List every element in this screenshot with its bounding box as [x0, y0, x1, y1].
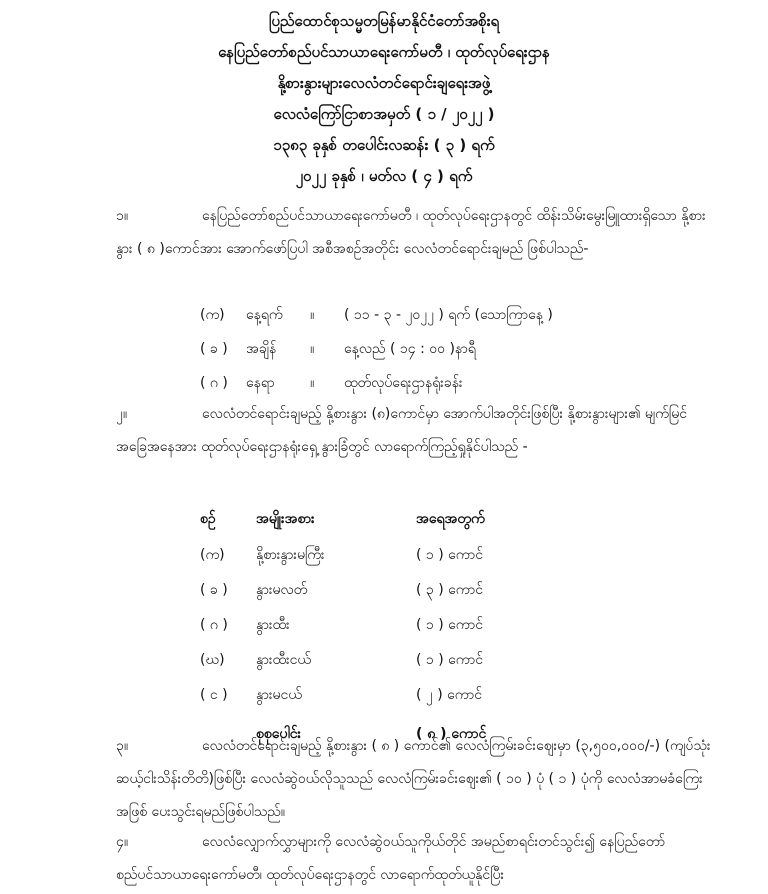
schedule-value: ထုတ်လုပ်ရေးဌာနရုံးခန်း [344, 375, 463, 391]
table-row [200, 608, 576, 643]
schedule-label: နေရာ [246, 375, 275, 391]
schedule-value: ( ၁၁ - ၃ - ၂၀၂၂ ) ရက် (သောကြာနေ့ ) [344, 307, 553, 323]
schedule-row [200, 332, 553, 366]
row-type: နို့စားနွားမကြီး [256, 547, 325, 563]
schedule-label: နေ့ရက် [246, 307, 283, 323]
row-number: ( ဂ ) [200, 617, 228, 633]
paragraph-number: ၂။ [116, 406, 128, 422]
row-type: နွားထီး [256, 617, 290, 633]
header-notice-number: လေလံကြော်ငြာစာအမှတ် ( ၁ / ၂၀၂၂ ) [273, 105, 495, 123]
schedule-key: ( ဂ ) [200, 375, 228, 391]
row-type: နွားမငယ် [256, 687, 302, 703]
header-team: နို့စားနွားများလေလံတင်ရောင်းချရေးအဖွဲ့ [277, 74, 491, 92]
row-number: (ဃ) [200, 652, 225, 668]
paragraph-text: လေလံတင်ရောင်းချမည့် နို့စားနွား ( ၈ ) ကောင်၏ လေလံကြမ်းခင်းဈေးမှာ (၃,၅၀၀,၀၀၀/-) (ကျပ်သုံးဆယ့်ငါးသိန်းတိတိ)ဖြစ်ပြီး လေလံဆွဲဝယ်လိုသူသည် လေလံကြမ်းခင်းဈေး၏ ( ၁၀ ) ပုံ ( ၁ ) ပုံကို လေလံအာမခံကြေးအဖြစ် ပေးသွင်းရမည်ဖြစ်ပါသည်။ [116, 738, 711, 820]
schedule-separator: ။ [310, 307, 315, 323]
paragraph-number: ၃။ [116, 738, 129, 754]
schedule-row [200, 366, 553, 400]
column-header-number: စဉ် [200, 510, 216, 527]
paragraph-text: လေလံလျှောက်လွှာများကို လေလံဆွဲဝယ်သူကိုယ်တိုင် အမည်စာရင်းတင်သွင်း၍ နေပြည်တော်စည်ပင်သာယာရေးကော်မတီ၊ ထုတ်လုပ်ရေးဌာနတွင် လာရောက်ထုတ်ယူနိုင်ပြီး [116, 834, 666, 883]
paragraph-number: ၁။ [116, 208, 129, 224]
row-count: ( ၁ ) ကောင် [416, 652, 483, 668]
column-header-type: အမျိုးအစား [256, 510, 315, 527]
table-row [200, 573, 576, 608]
auction-schedule [200, 298, 553, 400]
column-header-count: အရေအတွက် [416, 510, 485, 527]
table-header-row [200, 500, 576, 538]
paragraph-number: ၄။ [116, 834, 129, 850]
header-committee: နေပြည်တော်စည်ပင်သာယာရေးကော်မတီ ၊ ထုတ်လုပ်ရေးဌာန [218, 43, 550, 61]
row-type: နွားထီးငယ် [256, 652, 311, 668]
row-number: (က) [200, 547, 225, 563]
paragraph-4 [116, 826, 722, 892]
header-gregorian-date: ၂၀၂၂ ခုနှစ် ၊ မတ်လ ( ၄ ) ရက် [295, 167, 473, 185]
row-type: နွားမလတ် [256, 582, 308, 598]
row-count: ( ၁ ) ကောင် [416, 617, 483, 633]
schedule-key: ( ခ ) [200, 341, 228, 357]
schedule-label: အချိန် [246, 341, 277, 357]
schedule-key: (က) [200, 307, 225, 323]
schedule-separator: ။ [310, 341, 315, 357]
schedule-value: နေ့လည် ( ၁၄ : ၀၀ )နာရီ [344, 341, 476, 357]
schedule-separator: ။ [310, 375, 315, 391]
row-number: ( ခ ) [200, 582, 228, 598]
row-count: ( ၃ ) ကောင် [416, 582, 483, 598]
row-number: ( င ) [200, 687, 228, 703]
document-header [0, 6, 768, 192]
table-row [200, 538, 576, 573]
table-row [200, 643, 576, 678]
paragraph-text: လေလံတင်ရောင်းချမည့် နို့စားနွား (၈)ကောင်မှာ အောက်ပါအတိုင်းဖြစ်ပြီး နို့စားနွားများ၏ မျက်မြင်အခြေအနေအား ထုတ်လုပ်ရေးဌာနရုံးရှေ့ နွားခြံတွင် လာရောက်ကြည့်ရှုနိုင်ပါသည် - [116, 406, 687, 455]
table-row [200, 678, 576, 713]
paragraph-2 [116, 398, 722, 464]
row-count: ( ၂ ) ကောင် [416, 687, 482, 703]
header-government: ပြည်ထောင်စုသမ္မတမြန်မာနိုင်ငံတော်အစိုးရ [268, 12, 500, 30]
paragraph-text: နေပြည်တော်စည်ပင်သာယာရေးကော်မတီ ၊ ထုတ်လုပ်ရေးဌာနတွင် ထိန်းသိမ်းမွေးမြူထားရှိသော နို့စားနွား ( ၈ )ကောင်အား အောက်ဖော်ပြပါ အစီအစဉ်အတိုင်း လေလံတင်ရောင်းချမည် ဖြစ်ပါသည်- [116, 208, 706, 257]
paragraph-1 [116, 200, 722, 266]
total-label: စုစုပေါင်း [256, 725, 302, 742]
paragraph-3 [116, 730, 722, 829]
cattle-table [200, 500, 576, 755]
schedule-row [200, 298, 553, 332]
row-count: ( ၁ ) ကောင် [416, 547, 483, 563]
total-value: ( ၈ ) ကောင် [416, 725, 487, 742]
header-myanmar-date: ၁၃၈၃ ခုနှစ် တပေါင်းလဆန်း ( ၃ ) ရက် [273, 136, 495, 154]
